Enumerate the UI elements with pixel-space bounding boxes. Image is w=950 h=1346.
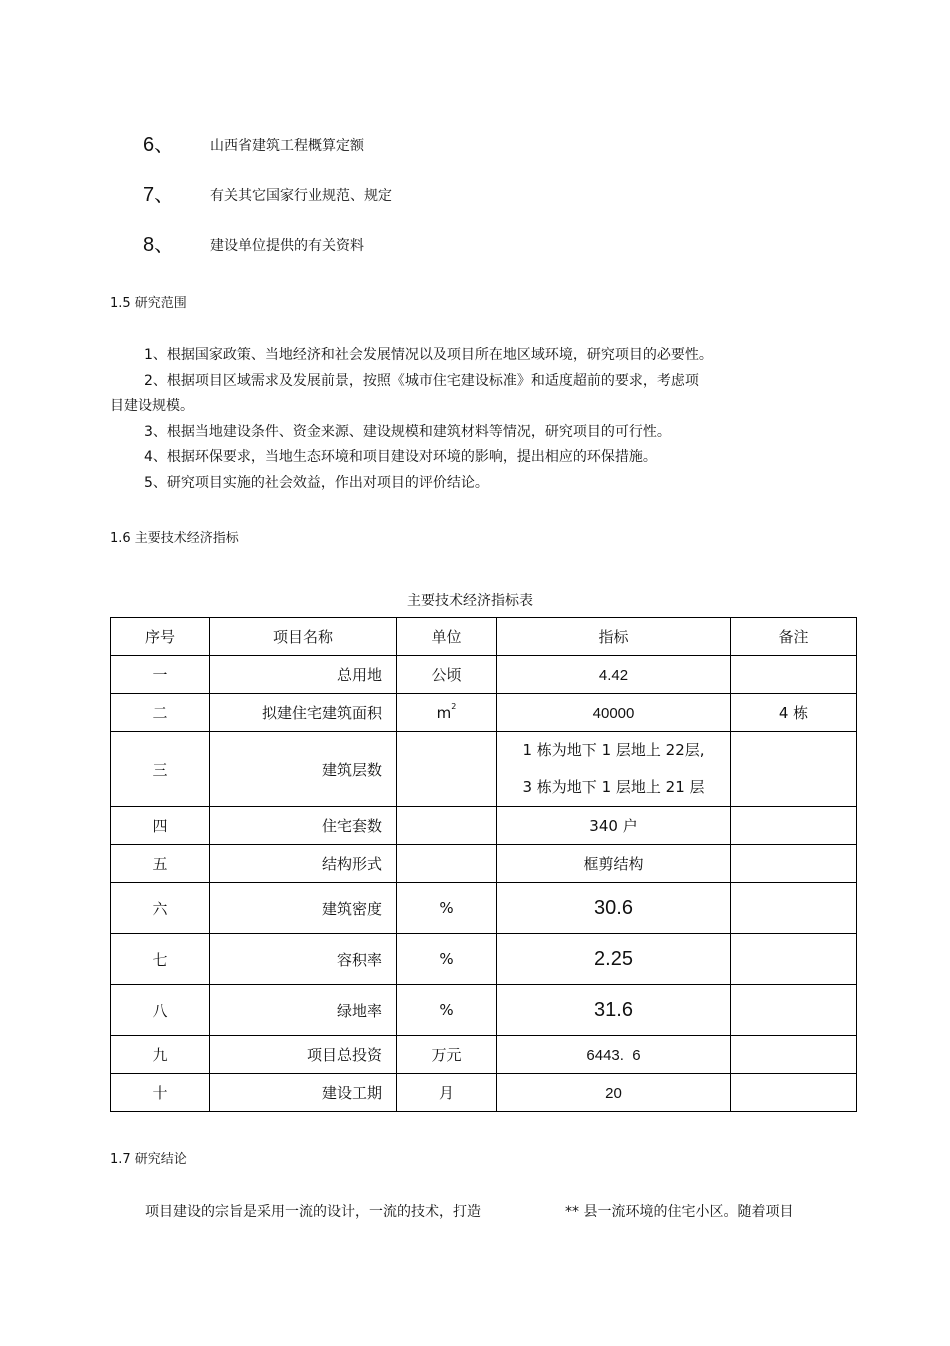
row-note (731, 1036, 857, 1074)
value-text: 40000 (592, 704, 635, 722)
row-number: 九 (111, 1036, 210, 1074)
row-number: 七 (111, 934, 210, 985)
row-note (731, 656, 857, 694)
unit-text: m (436, 703, 452, 722)
row-unit: % (397, 883, 497, 934)
row-note (731, 732, 857, 807)
value-text: 30.6 (594, 896, 633, 919)
row-note: 4 栋 (731, 694, 857, 732)
reference-number: 8、 (143, 234, 175, 256)
header-cell: 备注 (731, 618, 857, 656)
reference-item (0, 228, 950, 258)
row-note (731, 934, 857, 985)
table-row (111, 807, 857, 845)
table-row (111, 985, 857, 1036)
table-row (111, 694, 857, 732)
table-title: 主要技术经济指标表 (407, 593, 533, 609)
table-row (111, 1074, 857, 1112)
scope-item: 5、研究项目实施的社会效益，作出对项目的评价结论。 (144, 474, 489, 491)
row-unit: % (397, 934, 497, 985)
row-value (497, 732, 731, 807)
row-unit: 万元 (397, 1036, 497, 1074)
section-heading-1-5: 1.5 研究范围 (110, 296, 187, 311)
value-text: 20 (605, 1084, 622, 1102)
row-name: 总用地 (210, 656, 397, 694)
row-name: 建设工期 (210, 1074, 397, 1112)
row-number: 六 (111, 883, 210, 934)
row-value (497, 694, 731, 732)
row-note (731, 883, 857, 934)
table-header-row (111, 618, 857, 656)
reference-item (0, 178, 950, 208)
value-line: 3 栋为地下 1 层地上 21 层 (522, 778, 705, 796)
row-number: 四 (111, 807, 210, 845)
table-row (111, 732, 857, 807)
section-heading-1-6: 1.6 主要技术经济指标 (110, 531, 239, 546)
value-text: 6443. 6 (586, 1046, 641, 1064)
reference-text: 山西省建筑工程概算定额 (210, 138, 364, 154)
table-row (111, 656, 857, 694)
value-text: 2.25 (594, 947, 633, 970)
value-text: 31.6 (594, 998, 633, 1021)
row-value (497, 934, 731, 985)
row-name: 项目总投资 (210, 1036, 397, 1074)
row-unit: 月 (397, 1074, 497, 1112)
row-name: 绿地率 (210, 985, 397, 1036)
reference-item (0, 128, 950, 158)
unit-superscript: 2 (451, 701, 457, 711)
row-number: 十 (111, 1074, 210, 1112)
row-value: 340 户 (497, 807, 731, 845)
scope-item: 2、根据项目区域需求及发展前景，按照《城市住宅建设标准》和适度超前的要求，考虑项 (144, 372, 699, 389)
row-value: 框剪结构 (497, 845, 731, 883)
row-note (731, 1074, 857, 1112)
scope-paragraphs (110, 343, 830, 496)
table-row (111, 845, 857, 883)
row-value (497, 883, 731, 934)
row-number: 一 (111, 656, 210, 694)
indicators-table (110, 617, 857, 1112)
row-value (497, 656, 731, 694)
row-number: 三 (111, 732, 210, 807)
reference-number: 7、 (143, 184, 175, 206)
row-unit (397, 694, 497, 732)
row-unit: 公顷 (397, 656, 497, 694)
header-cell: 指标 (497, 618, 731, 656)
row-name: 容积率 (210, 934, 397, 985)
row-value (497, 1036, 731, 1074)
row-value (497, 985, 731, 1036)
value-line: 1 栋为地下 1 层地上 22层, (522, 741, 705, 759)
row-value (497, 1074, 731, 1112)
header-cell: 单位 (397, 618, 497, 656)
row-number: 二 (111, 694, 210, 732)
row-name: 建筑密度 (210, 883, 397, 934)
value-text: 4.42 (598, 666, 629, 684)
row-note (731, 845, 857, 883)
table-row (111, 883, 857, 934)
row-name: 建筑层数 (210, 732, 397, 807)
reference-text: 有关其它国家行业规范、规定 (210, 188, 392, 204)
scope-item: 1、根据国家政策、当地经济和社会发展情况以及项目所在地区域环境，研究项目的必要性。 (144, 347, 713, 363)
table-row (111, 1036, 857, 1074)
scope-item: 3、根据当地建设条件、资金来源、建设规模和建筑材料等情况，研究项目的可行性。 (144, 423, 671, 440)
reference-text: 建设单位提供的有关资料 (210, 238, 364, 254)
row-unit: % (397, 985, 497, 1036)
section-heading-1-7: 1.7 研究结论 (110, 1152, 187, 1167)
reference-number: 6、 (143, 134, 175, 156)
header-cell: 序号 (111, 618, 210, 656)
row-number: 八 (111, 985, 210, 1036)
row-unit (397, 732, 497, 807)
header-cell: 项目名称 (210, 618, 397, 656)
conclusion-text-part2: ** 县一流环境的住宅小区。随着项目 (565, 1204, 794, 1220)
row-note (731, 985, 857, 1036)
row-name: 住宅套数 (210, 807, 397, 845)
row-unit (397, 845, 497, 883)
row-note (731, 807, 857, 845)
row-name: 拟建住宅建筑面积 (210, 694, 397, 732)
table-row (111, 934, 857, 985)
conclusion-text-part1: 项目建设的宗旨是采用一流的设计，一流的技术，打造 (145, 1204, 481, 1220)
scope-item-continued: 目建设规模。 (110, 398, 194, 414)
scope-item: 4、根据环保要求，当地生态环境和项目建设对环境的影响，提出相应的环保措施。 (144, 449, 657, 465)
row-unit (397, 807, 497, 845)
row-name: 结构形式 (210, 845, 397, 883)
row-number: 五 (111, 845, 210, 883)
